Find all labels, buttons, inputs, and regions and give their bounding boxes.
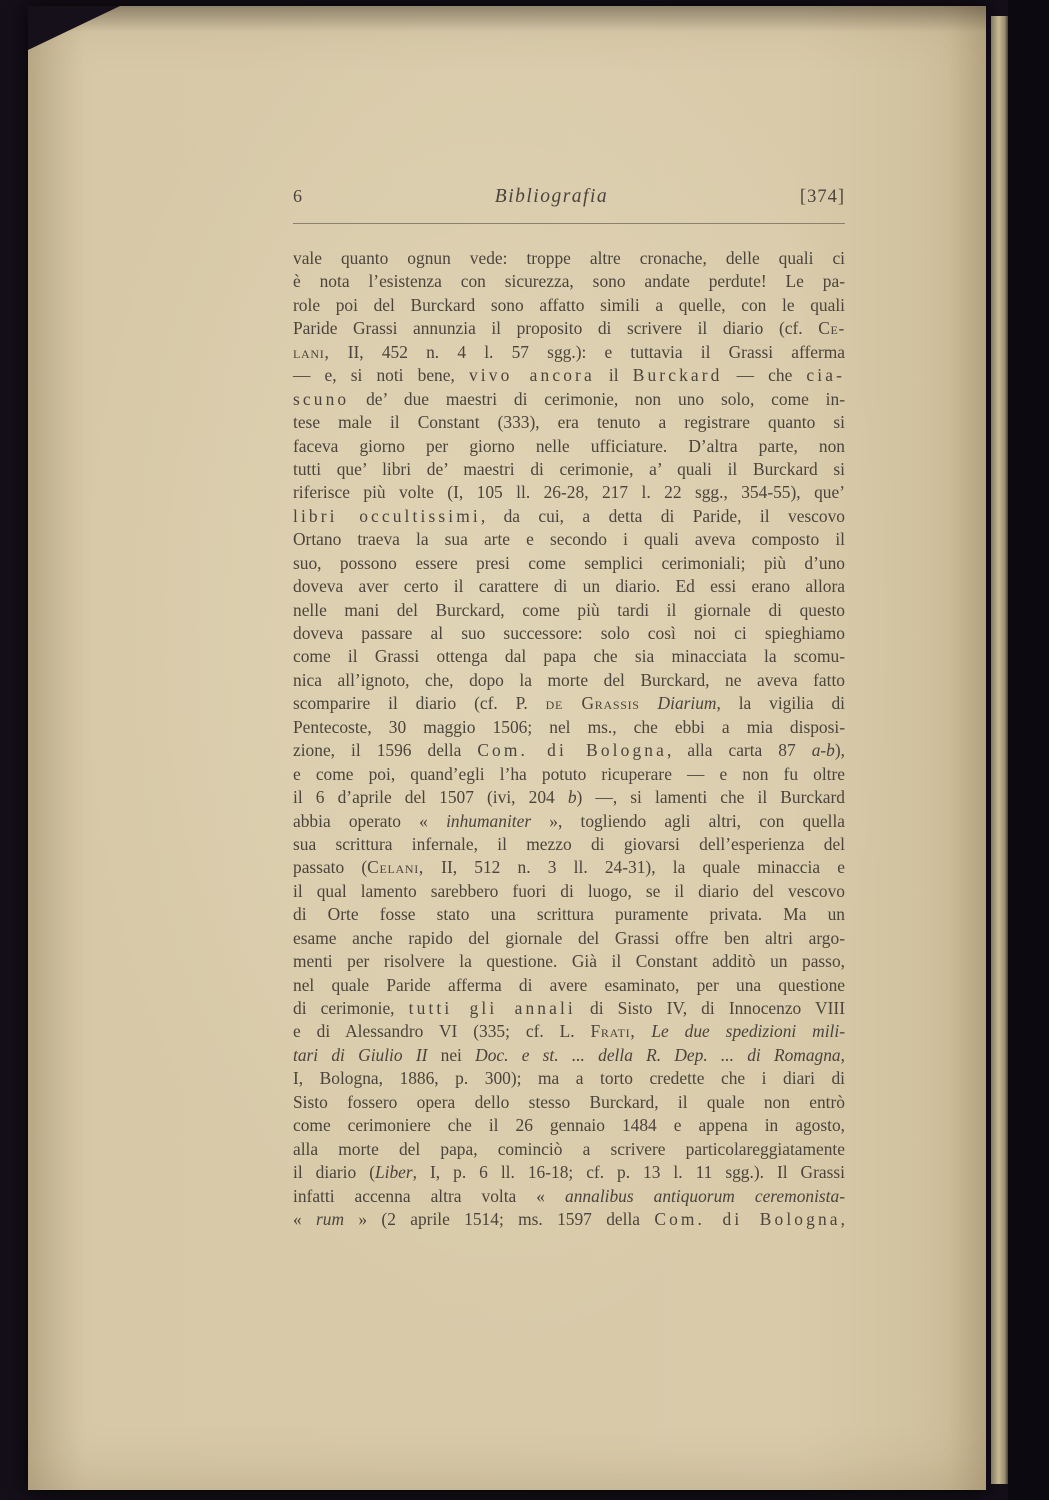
- text-line: [293, 481, 845, 504]
- text-line: [293, 716, 845, 739]
- text-line: [293, 317, 845, 340]
- text-line: [293, 786, 845, 809]
- text-line: [293, 552, 845, 575]
- text-line: [293, 1185, 845, 1208]
- smallcaps-text: Ce-: [818, 318, 845, 339]
- plain-text: Paride Grassi annunzia il proposito di scrivere il diario (cf.: [293, 318, 819, 339]
- plain-text: tese male il Constant (333), era tenuto a registrare quanto si: [293, 412, 845, 433]
- text-line: [293, 880, 845, 903]
- text-line: [293, 997, 845, 1020]
- text-line: [293, 739, 845, 762]
- plain-text: faceva giorno per giorno nelle ufficiature. D’altra parte, non: [293, 435, 845, 456]
- plain-text: , alla carta 87: [666, 740, 812, 761]
- text-line: [293, 1208, 845, 1231]
- plain-text: » (2 aprile 1514; ms. 1597 della: [344, 1208, 655, 1229]
- text-line: [293, 458, 845, 481]
- smallcaps-text: Celani,: [367, 857, 424, 878]
- text-line: [293, 974, 845, 997]
- italic-text: inhumaniter: [446, 810, 532, 831]
- italic-text: Diarium: [657, 693, 717, 714]
- spaced-text: libri occultissimi: [293, 505, 481, 526]
- text-line: [293, 294, 845, 317]
- smallcaps-text: de Grassis: [545, 693, 640, 714]
- text-line: [293, 528, 845, 551]
- plain-text: esame anche rapido del giornale del Grassi offre ben altri argo-: [293, 927, 845, 948]
- plain-text: di Sisto IV, di Innocenzo VIII: [575, 998, 845, 1018]
- plain-text: infatti accenna altra volta «: [293, 1185, 566, 1206]
- plain-text: di Orte fosse stato una scrittura puramente privata. Ma un: [293, 904, 845, 925]
- spaced-text: vivo ancora: [468, 365, 595, 386]
- text-line: [293, 927, 845, 950]
- plain-text: tutti que’ libri de’ maestri di cerimonie, a’ quali il Burckard si: [293, 458, 845, 479]
- next-page-edge: [991, 16, 1008, 1484]
- plain-text: nel quale Paride afferma di avere esaminato, per una questione: [293, 974, 845, 995]
- text-line: [293, 364, 845, 387]
- page-number: 6: [293, 186, 303, 206]
- paper-top-shadow: [28, 6, 986, 32]
- plain-text: [635, 1021, 651, 1041]
- text-line: [293, 575, 845, 598]
- plain-text: nei: [427, 1044, 476, 1065]
- text-line: [293, 763, 845, 786]
- running-title: Bibliografia: [494, 186, 609, 207]
- text-line: [293, 599, 845, 622]
- plain-text: nica all’ignoto, che, dopo la morte del Burckard, ne aveva fatto: [293, 669, 845, 690]
- text-line: [293, 950, 845, 973]
- spaced-text: Burckard: [632, 365, 723, 386]
- text-line: [293, 903, 845, 926]
- plain-text: e di Alessandro VI (335; cf. L.: [293, 1021, 591, 1042]
- plain-text: , da cui, a detta di Paride, il vescovo: [480, 505, 845, 526]
- italic-text: annalibus antiquorum ceremonista-: [565, 1185, 845, 1206]
- italic-text: Doc. e st. ... della R. Dep. ... di Romagna: [475, 1044, 841, 1065]
- text-line: [293, 692, 845, 715]
- text-line: [293, 1044, 845, 1067]
- plain-text: il 6 d’aprile del 1507 (ivi, 204: [293, 787, 568, 808]
- text-line: [293, 856, 845, 879]
- plain-text: , I, p. 6 ll. 16-18; cf. p. 13 l. 11 sgg.). Il Grassi: [412, 1162, 845, 1183]
- spaced-text: cia-: [806, 365, 846, 386]
- italic-text: Le due spedizioni mili-: [651, 1021, 845, 1042]
- text-line: [293, 505, 845, 528]
- text-line: [293, 1114, 845, 1137]
- plain-text: riferisce più volte (I, 105 ll. 26-28, 217 l. 22 sgg., 354-55), que’: [293, 482, 845, 503]
- plain-text: sua scrittura infernale, il mezzo di giovarsi dell’esperienza del: [293, 833, 845, 854]
- text-line: [293, 622, 845, 645]
- italic-text: tari di Giulio II: [293, 1044, 428, 1065]
- binding-shadow: [1008, 0, 1049, 1500]
- text-line: [293, 411, 845, 434]
- text-line: [293, 669, 845, 692]
- plain-text: II, 452 n. 4 l. 57 sgg.): e tuttavia il Grassi afferma: [329, 341, 845, 362]
- plain-text: è nota l’esistenza con sicurezza, sono andate perdute! Le pa-: [293, 271, 845, 292]
- text-block: [293, 247, 845, 1231]
- spaced-text: Com. di Bologna: [477, 740, 667, 761]
- plain-text: e come poi, quand’egli l’ha potuto ricuperare — e non fu oltre: [293, 763, 845, 784]
- text-line: [293, 388, 845, 411]
- italic-text: a-b: [811, 740, 835, 761]
- plain-text: suo, possono essere presi come semplici cerimoniali; più d’uno: [293, 552, 845, 573]
- plain-text: », togliendo agli altri, con quella: [531, 810, 846, 831]
- plain-text: passato (: [293, 857, 368, 878]
- plain-text: ),: [834, 740, 846, 761]
- text-line: [293, 833, 845, 856]
- text-line: [293, 1161, 845, 1184]
- plain-text: zione, il 1596 della: [293, 740, 478, 761]
- plain-text: come il Grassi ottenga dal papa che sia minacciata la scomu-: [293, 646, 845, 667]
- plain-text: role poi del Burckard sono affatto simili a quelle, con le quali: [293, 294, 845, 315]
- smallcaps-text: lani,: [293, 341, 330, 362]
- text-line: [293, 810, 845, 833]
- text-line: [293, 1067, 845, 1090]
- plain-text: de’ due maestri di cerimonie, non uno solo, come in-: [349, 388, 845, 409]
- plain-text: il diario (: [293, 1162, 375, 1183]
- plain-text: vale quanto ognun vede: troppe altre cronache, delle quali ci: [293, 248, 845, 268]
- plain-text: , la vigilia di: [716, 693, 845, 714]
- plain-text: scomparire il diario (cf. P.: [293, 693, 546, 714]
- text-line: [293, 435, 845, 458]
- plain-text: Sisto fossero opera dello stesso Burckard, il quale non entrò: [293, 1091, 845, 1112]
- plain-text: ,: [840, 1208, 845, 1229]
- text-line: [293, 1020, 845, 1043]
- plain-text: ) —, si lamenti che il Burckard: [576, 787, 845, 808]
- plain-text: «: [293, 1208, 317, 1229]
- plain-text: il: [594, 365, 633, 386]
- plain-text: il qual lamento sarebbero fuori di luogo, se il diario del vescovo: [293, 880, 845, 901]
- plain-text: Ortano traeva la sua arte e secondo i quali aveva composto il: [293, 529, 845, 550]
- text-line: [293, 645, 845, 668]
- plain-text: I, Bologna, 1886, p. 300); ma a torto credette che i diari di: [293, 1068, 845, 1089]
- text-line: [293, 270, 845, 293]
- smallcaps-text: Frati,: [590, 1021, 636, 1042]
- plain-text: abbia operato «: [293, 810, 447, 831]
- plain-text: doveva passare al suo successore: solo così noi ci spieghiamo: [293, 623, 845, 643]
- text-line: [293, 247, 845, 270]
- text-line: [293, 341, 845, 364]
- spaced-text: Com. di Bologna: [654, 1208, 841, 1229]
- italic-text: Liber: [374, 1162, 413, 1183]
- plain-text: come cerimoniere che il 26 gennaio 1484 e appena in agosto,: [293, 1115, 845, 1136]
- plain-text: — che: [722, 365, 807, 386]
- text-line: [293, 1138, 845, 1161]
- plain-text: ,: [840, 1044, 845, 1065]
- spaced-text: scuno: [293, 388, 350, 409]
- column-number: [374]: [799, 187, 845, 207]
- printed-text-area: [293, 186, 845, 1231]
- italic-text: rum: [316, 1208, 345, 1229]
- plain-text: — e, si noti bene,: [293, 365, 469, 386]
- plain-text: Pentecoste, 30 maggio 1506; nel ms., che ebbi a mia disposi-: [293, 716, 845, 737]
- text-line: [293, 1091, 845, 1114]
- header-rule: [293, 223, 845, 224]
- plain-text: [640, 693, 658, 713]
- plain-text: doveva aver certo il carattere di un diario. Ed essi erano allora: [293, 576, 845, 597]
- italic-text: b: [567, 787, 577, 808]
- plain-text: II, 512 n. 3 ll. 24-31), la quale minaccia e: [423, 857, 845, 878]
- plain-text: di cerimonie,: [293, 998, 409, 1018]
- plain-text: alla morte del papa, cominciò a scrivere particolareggiatamente: [293, 1138, 845, 1159]
- spaced-text: tutti gli annali: [408, 998, 576, 1018]
- page-header: [293, 186, 845, 208]
- plain-text: nelle mani del Burckard, come più tardi il giornale di questo: [293, 599, 845, 620]
- plain-text: menti per risolvere la questione. Già il Constant additò un passo,: [293, 951, 845, 972]
